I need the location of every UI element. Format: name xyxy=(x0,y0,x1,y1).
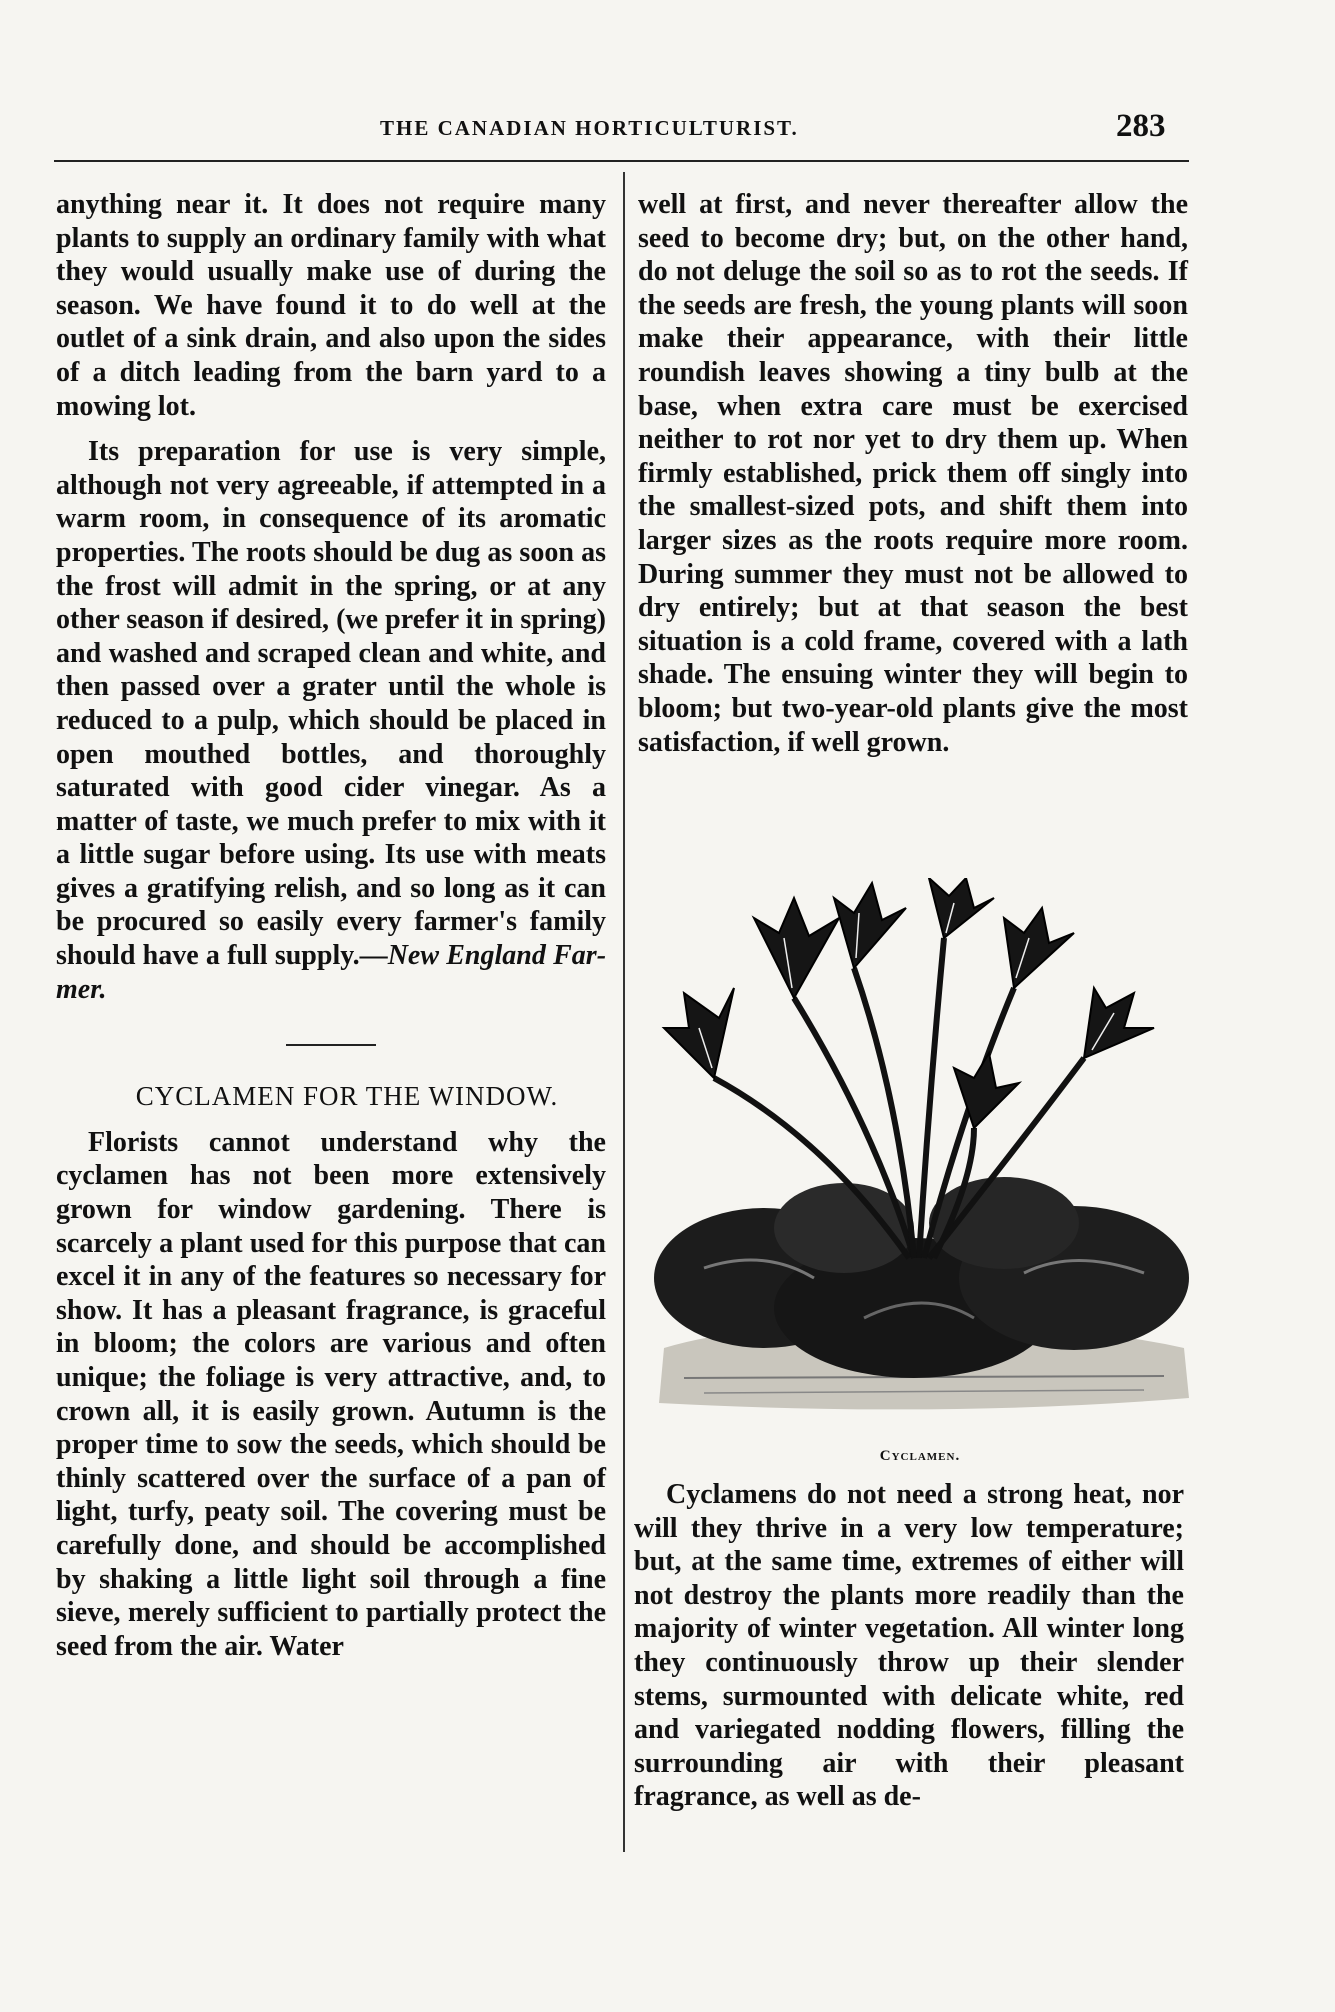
left-paragraph-1: anything near it. It does not require many plants to supply an ordinary family with what they would usually make use of during the season. We have found it to do well at the outlet of a sink drain, and also upon the sides of a ditch leading from the barn yard to a mowing lot. xyxy=(56,189,606,422)
column-rule xyxy=(623,172,625,1852)
left-paragraph-3: Florists cannot understand why the cyclamen has not been more extensively grown for window gardening. There is scarcely a plant used for this purpose that can excel it in any of the features so necessary for show. It has a pleasant fragrance, is graceful in bloom; the colors are various and often unique; the foliage is very attractive, and, to crown all, it is easily grown. Autumn is the proper time to sow the seeds, which should be thinly scattered over the surface of a pan of light, turfy, peaty soil. The covering must be carefully done, and should be accomplished by shaking a little light soil through a fine sieve, merely sufficient to partially protect the seed from the air. Water xyxy=(56,1126,606,1662)
page-number: 283 xyxy=(1116,108,1166,144)
header-rule xyxy=(54,160,1189,162)
left-column xyxy=(56,188,606,1663)
cyclamen-illustration xyxy=(644,878,1196,1438)
right-paragraph-1: well at first, and never thereafter allow the seed to become dry; but, on the other hand, do not deluge the soil so as to rot the seeds. If the seeds are fresh, the young plants will soon make their appearance, with their little roundish leaves showing a tiny bulb at the base, when extra care must be exercised neither to rot nor yet to dry them up. When firmly established, prick them off singly into the smallest-sized pots, and shift them into larger sizes as the roots require more room. During summer they must not be allowed to dry entirely; but at that season the best situation is a cold frame, covered with a lath shade. The ensuing winter they will begin to bloom; but two-year-old plants give the most satisfaction, if well grown. xyxy=(638,189,1188,758)
right-paragraph-2: Cyclamens do not need a strong heat, nor will they thrive in a very low temperature; but, at the same time, extremes of either will not destroy the plants more readily than the majority of winter vegetation. All winter long they continuously throw up their slender stems, surmounted with delicate white, red and variegated nodding flowers, filling the surrounding air with their pleasant fragrance, as well as de- xyxy=(634,1479,1184,1813)
section-separator xyxy=(286,1044,376,1046)
left-paragraph-2 xyxy=(56,435,606,1006)
right-column-top xyxy=(638,188,1188,759)
cyclamen-engraving xyxy=(644,878,1196,1438)
source-citation: New England Farmer. xyxy=(56,940,607,1005)
running-head: THE CANADIAN HORTICULTURIST. xyxy=(380,116,799,140)
horseradish-text: Its preparation for use is very simple, although not very agreeable, if attempted in a warm room, in consequence of its aromatic properties. The roots should be dug as soon as the frost will admit in the spring, or at any other season if desired, (we prefer it in spring) and washed and scraped clean and white, and then passed over a grater until the whole is reduced to a pulp, which should be placed in open mouthed bottles, and thoroughly saturated with good cider vinegar. As a matter of taste, we much prefer to mix with it a little sugar before using. Its use with meats gives a gratifying relish, and so long as it can be procured so easily every farmer's family should have a full supply.— xyxy=(56,436,606,972)
right-column-bottom xyxy=(634,1478,1184,1814)
section-heading: CYCLAMEN FOR THE WINDOW. xyxy=(135,1081,559,1112)
figure-caption: Cyclamen. xyxy=(879,1448,961,1464)
